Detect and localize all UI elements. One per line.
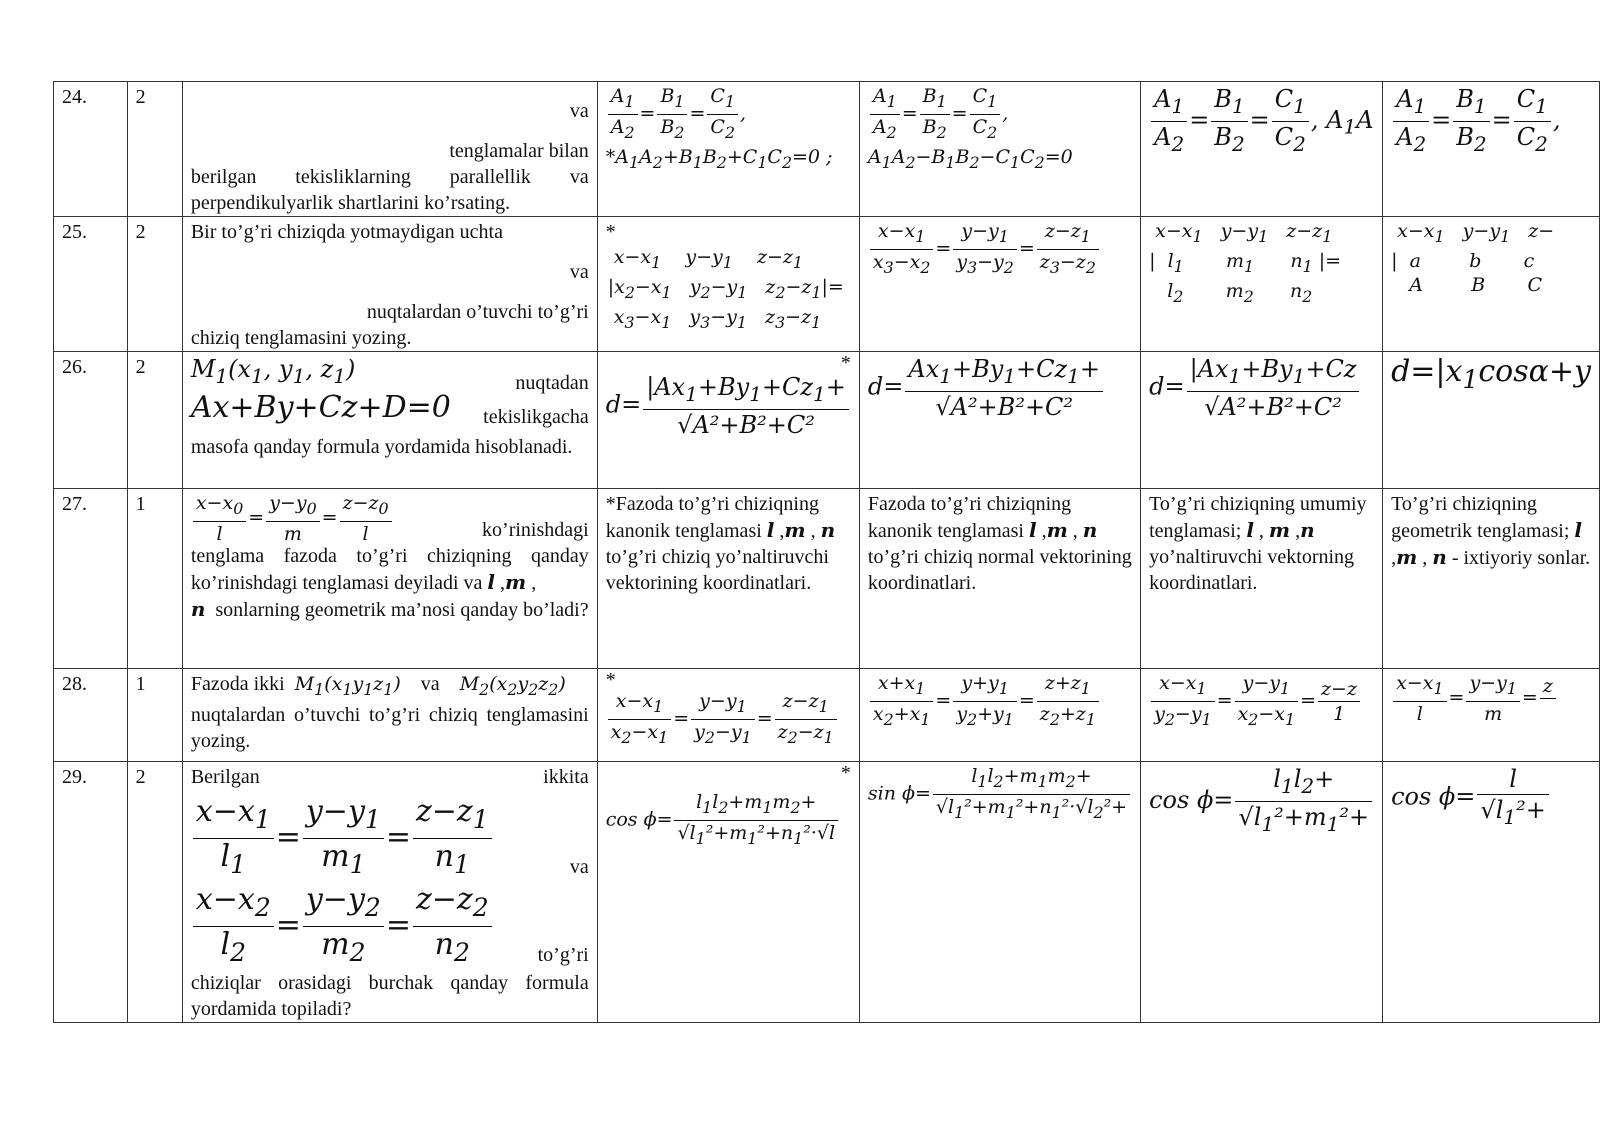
question-line: chiziq tenglamasini yozing. <box>190 327 412 349</box>
formula: sin ϕ= $\frac{l_1l_2+m_1m_2+}{√l_1^2+m_1^2+n_1^2\cdot√l_2^2+}$ <box>868 764 1132 825</box>
question-line: berilgan tekisliklarning parallellik va perpendikulyarlik shartlarini ko’rsating. <box>190 166 589 214</box>
question-number: 27. <box>54 489 128 669</box>
answer-option <box>859 669 1140 762</box>
question-text <box>182 489 597 669</box>
answer-option <box>1383 669 1600 762</box>
question-line: va <box>569 100 589 122</box>
question-number: 29. <box>54 762 128 1023</box>
questions-table <box>53 81 1600 1023</box>
question-points: 1 <box>127 489 182 669</box>
question-points: 1 <box>127 669 182 762</box>
table-row <box>54 352 1600 489</box>
question-line: tenglama fazoda to’g’ri chiziqning qanday ko’rinishdagi tenglamasi deyiladi va l ,m , <box>190 545 589 594</box>
determinant: $x-x_1$ $y-y_1$ z− | a b c A B C <box>1391 220 1555 296</box>
formula: cos ϕ= $\frac{l}{√l_1^2+}$ <box>1391 764 1591 832</box>
question-line: chiziqlar orasidagi burchak qanday formula yordamida topiladi? <box>190 972 589 1020</box>
correct-marker: * <box>605 221 616 243</box>
formula: $\frac{x-x_1}{x_3-x_2}$ = $\frac{y-y_1}{y_3-y_2}$ = $\frac{z-z_1}{z_3-z_2}$ <box>868 219 1132 280</box>
answer-option <box>859 82 1140 217</box>
question-line: Ax+By+Cz+D=0 tekislikgacha <box>190 390 589 428</box>
question-text <box>182 352 597 489</box>
answer-text: To’g’ri chiziqning umumiy tenglamasi; l , m ,n yo’naltiruvchi vektorning koordinatlari. <box>1149 493 1367 594</box>
answer-option <box>1383 762 1600 1023</box>
answer-option <box>1141 217 1383 352</box>
answer-option-correct <box>597 82 859 217</box>
answer-option <box>859 489 1140 669</box>
answer-option-correct <box>597 217 859 352</box>
answer-option <box>1141 82 1383 217</box>
table-row <box>54 762 1600 1023</box>
question-text <box>182 217 597 352</box>
table-row <box>54 82 1600 217</box>
answer-option-correct <box>597 352 859 489</box>
formula: $*A_1A_2+B_1B_2+C_1C_2=0$ ; <box>605 145 833 172</box>
question-text <box>182 82 597 217</box>
formula: $\frac{A_1}{A_2}$ = $\frac{B_1}{B_2}$ = $\frac{C_1}{C_2}$ , <box>1391 84 1591 159</box>
question-line: $\frac{x-x_1}{l_1}$ = $\frac{y-y_1}{m_1}$ = $\frac{z-z_1}{n_1}$ va <box>191 790 589 878</box>
question-line: masofa qanday formula yordamida hisoblanadi. <box>190 436 573 458</box>
question-points: 2 <box>127 217 182 352</box>
formula: $\frac{x-x_1}{x_2-x_1}$ = $\frac{y-y_1}{y_2-y_1}$ = $\frac{z-z_1}{z_2-z_1}$ <box>606 689 851 750</box>
answer-option-correct <box>597 489 859 669</box>
formula: $d=|x_1\cos\alpha+y$ <box>1391 354 1591 394</box>
answer-option <box>1141 352 1383 489</box>
question-text <box>182 669 597 762</box>
question-number: 25. <box>54 217 128 352</box>
answer-option <box>1383 489 1600 669</box>
question-points: 2 <box>127 82 182 217</box>
answer-option <box>859 217 1140 352</box>
answer-option <box>1141 489 1383 669</box>
question-points: 2 <box>127 352 182 489</box>
question-line: Bir to’g’ri chiziqda yotmaydigan uchta <box>190 221 503 243</box>
table-row <box>54 217 1600 352</box>
correct-marker: * <box>840 762 851 784</box>
formula: d= $\frac{Ax_1+By_1+Cz_1+}{\text{√A²+B²+C²}}$ <box>868 354 1132 422</box>
answer-option <box>859 762 1140 1023</box>
question-line: n sonlarning geometrik ma’nosi qanday bo’ladi? <box>190 597 589 621</box>
question-line: nuqtalardan o’tuvchi to’g’ri chiziq tenglamasini yozing. <box>190 703 589 752</box>
question-line: Fazoda ikki $M_1(x_1y_1z_1)$ va $M_2(x_2y_2z_2)$ <box>190 673 566 699</box>
question-points: 2 <box>127 762 182 1023</box>
question-line: Berilgan ikkita <box>190 766 589 788</box>
determinant: $x-x_1$ $y-y_1$ $z-z_1$ $|x_2-x_1$ $y_2-y_1$ $z_2-z_1|=$ $x_3-x_1$ $y_3-y_1$ $z_3-z_1$ <box>607 246 844 332</box>
formula: d= $\frac{|Ax_1+By_1+Cz_1+}{\text{√A²+B²+C²}}$ <box>606 372 851 440</box>
formula: $\frac{x-x_1}{y_2-y_1}$ = $\frac{y-y_1}{x_2-x_1}$ = $\frac{z-z}{1}$ <box>1149 671 1374 732</box>
formula: $\frac{x-x_1}{l}$ = $\frac{y-y_1}{m}$ = z <box>1391 671 1591 726</box>
answer-option <box>1141 669 1383 762</box>
question-line: nuqtalardan o’tuvchi to’g’ri <box>366 301 589 323</box>
formula: $\frac{x+x_1}{x_2+x_1}$ = $\frac{y+y_1}{y_2+y_1}$ = $\frac{z+z_1}{z_2+z_1}$ <box>868 671 1132 732</box>
formula: $A_1A_2-B_1B_2-C_1C_2=0$ <box>867 145 1073 172</box>
correct-marker: * <box>605 669 616 691</box>
formula: cos ϕ= $\frac{l_1l_2+m_1m_2+}{√l_1^2+m_1^2+n_1^2\cdot√l}$ <box>606 790 851 851</box>
answer-option-correct <box>597 669 859 762</box>
question-line: $\frac{x-x_2}{l_2}$ = $\frac{y-y_2}{m_2}$ = $\frac{z-z_2}{n_2}$ to’g’ri <box>191 878 589 970</box>
answer-option <box>859 352 1140 489</box>
question-number: 24. <box>54 82 128 217</box>
determinant: $x-x_1$ $y-y_1$ $z-z_1$ | $l_1$ $m_1$ $n_1$ |= $l_2$ $m_2$ $n_2$ <box>1149 220 1342 306</box>
question-line: tenglamalar bilan <box>449 140 589 162</box>
formula: $\frac{A_1}{A_2}$ = $\frac{B_1}{B_2}$ = $\frac{C_1}{C_2}$ , <box>606 84 851 145</box>
answer-option <box>1141 762 1383 1023</box>
table-row <box>54 489 1600 669</box>
answer-option-correct <box>597 762 859 1023</box>
correct-marker: * <box>840 352 851 374</box>
answer-option <box>1383 352 1600 489</box>
answer-text: To’g’ri chiziqning geometrik tenglamasi; l ,m , n - ixtiyoriy sonlar. <box>1391 493 1591 569</box>
formula: $\frac{A_1}{A_2}$ = $\frac{B_1}{B_2}$ = $\frac{C_1}{C_2}$ , <box>868 84 1132 145</box>
question-line: $M_1(x_1$, $y_1$, $z_1$) nuqtadan <box>190 355 589 394</box>
question-line: va <box>569 261 589 283</box>
table-row <box>54 669 1600 762</box>
answer-text: Fazoda to’g’ri chiziqning kanonik tenglamasi l ,m , n to’g’ri chiziq normal vektorining koordinatlari. <box>867 493 1132 594</box>
question-line: $\frac{x-x_0}{l}$ = $\frac{y-y_0}{m}$ = $\frac{z-z_0}{l}$ ko’rinishdagi <box>191 491 589 543</box>
question-number: 26. <box>54 352 128 489</box>
formula: cos ϕ= $\frac{l_1l_2+}{√l_1^2+m_1^2+}$ <box>1149 764 1374 839</box>
question-text <box>182 762 597 1023</box>
answer-text: *Fazoda to’g’ri chiziqning kanonik tenglamasi l ,m , n to’g’ri chiziq yo’naltiruvchi vektorining koordinatlari. <box>605 493 836 594</box>
answer-option <box>1383 217 1600 352</box>
formula: d= $\frac{|Ax_1+By_1+Cz}{\text{√A²+B²+C²}}$ <box>1149 354 1374 422</box>
formula: $\frac{A_1}{A_2}$ = $\frac{B_1}{B_2}$ = $\frac{C_1}{C_2}$ , $A_1A$ <box>1149 84 1374 159</box>
answer-option <box>1383 82 1600 217</box>
question-number: 28. <box>54 669 128 762</box>
